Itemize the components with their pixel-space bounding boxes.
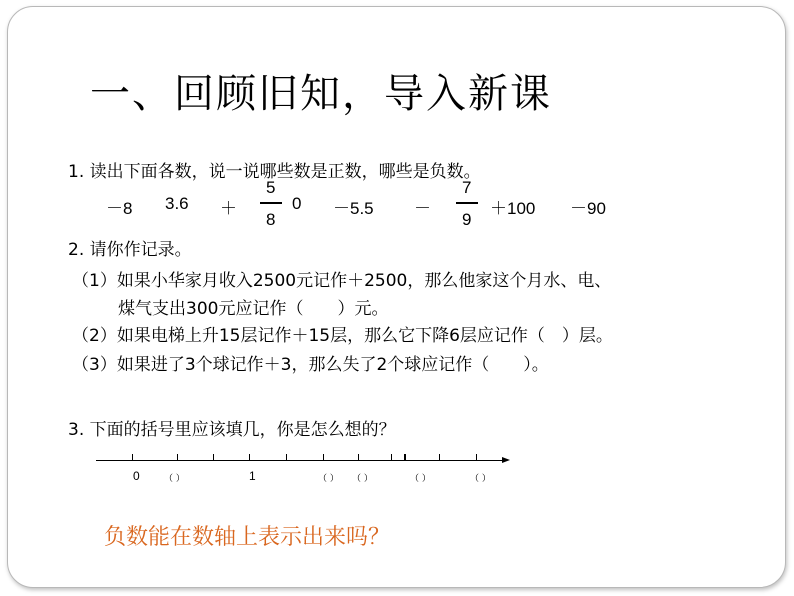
fraction1-denominator: 8	[266, 210, 276, 229]
fraction-sign-plus: ＋	[220, 199, 237, 218]
number-neg8: －8	[106, 199, 133, 218]
tick	[323, 454, 324, 461]
fraction1-bar	[260, 202, 282, 204]
tick	[404, 454, 406, 461]
axis-label-zero: 0	[133, 469, 140, 483]
fraction1-numerator: 5	[266, 178, 276, 197]
number-plus100: ＋100	[490, 199, 536, 218]
axis-blank-4: （ ）	[410, 474, 431, 484]
tick	[213, 454, 214, 461]
axis-label-one: 1	[249, 469, 256, 483]
number-3.6: 3.6	[165, 194, 189, 213]
q2-item1-line1: （1）如果小华家月收入2500元记作＋2500，那么他家这个月水、电、	[72, 271, 612, 291]
axis-blank-1: （ ）	[164, 474, 185, 484]
fraction2-bar	[456, 202, 478, 204]
tick	[391, 454, 392, 461]
tick	[249, 454, 250, 461]
q2-item3: （3）如果进了3个球记作＋3，那么失了2个球应记作（ ）。	[72, 355, 549, 375]
fraction2-numerator: 7	[462, 178, 472, 197]
number-neg5.5: －5.5	[333, 199, 374, 218]
number-line-arrow	[502, 457, 510, 463]
tick	[476, 454, 477, 461]
page-title: 一、回顾旧知，导入新课	[90, 71, 552, 117]
q2-heading: 2. 请你作记录。	[68, 240, 192, 260]
q2-item2: （2）如果电梯上升15层记作＋15层，那么它下降6层应记作（ ）层。	[72, 326, 613, 346]
tick	[439, 454, 440, 461]
number-line-axis	[96, 460, 504, 461]
tick	[358, 454, 359, 461]
tick	[177, 454, 178, 461]
fraction-sign-minus: －	[414, 199, 431, 218]
tick	[286, 454, 287, 461]
q2-item1-line2: 煤气支出300元应记作（ ）元。	[118, 299, 389, 319]
number-zero: 0	[292, 194, 302, 213]
axis-blank-3: （ ）	[352, 474, 373, 484]
tick	[132, 454, 133, 461]
q1-heading: 1. 读出下面各数，说一说哪些数是正数，哪些是负数。	[68, 162, 481, 182]
axis-blank-2: （ ）	[318, 474, 339, 484]
axis-blank-5: （ ）	[470, 474, 491, 484]
q3-heading: 3. 下面的括号里应该填几，你是怎么想的？	[68, 420, 396, 440]
number-neg90: －90	[570, 199, 606, 218]
number-line	[96, 460, 516, 490]
closing-question: 负数能在数轴上表示出来吗？	[104, 525, 391, 550]
fraction2-denominator: 9	[462, 210, 472, 229]
